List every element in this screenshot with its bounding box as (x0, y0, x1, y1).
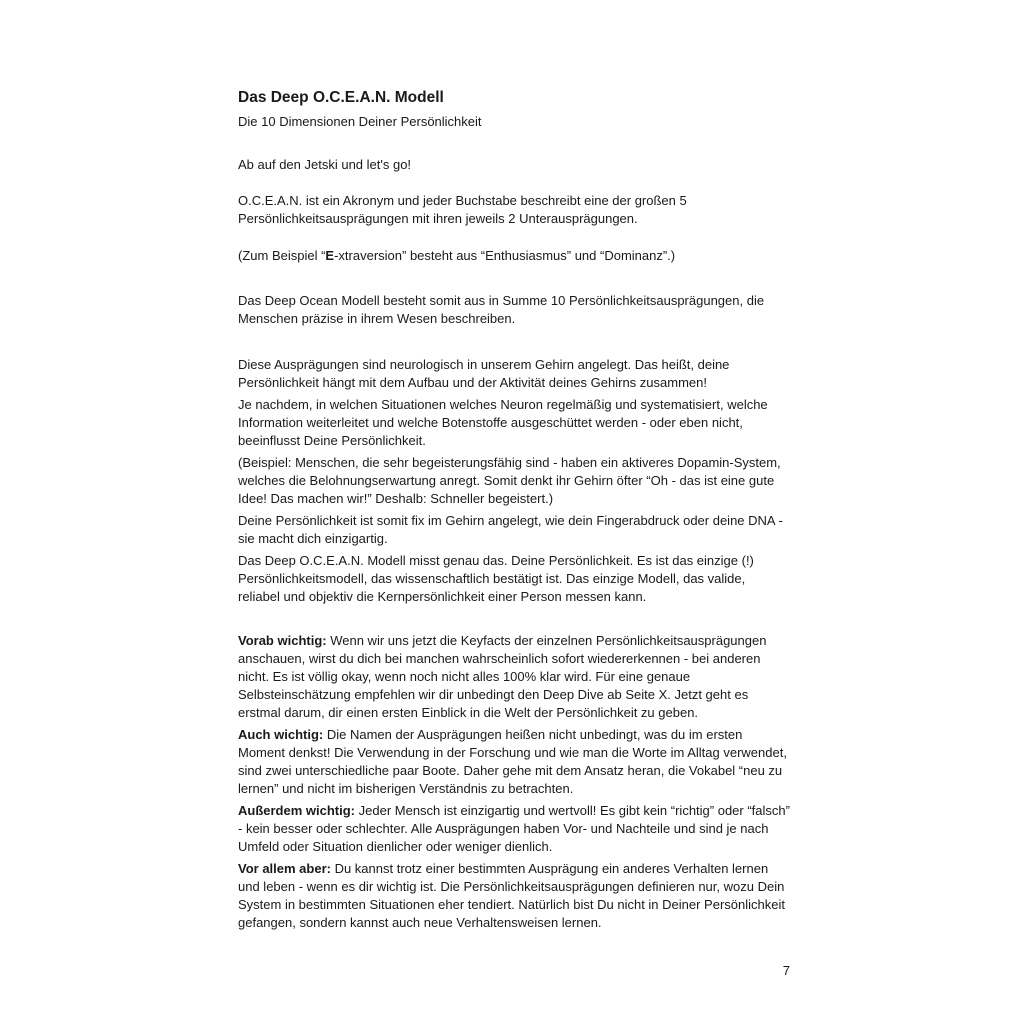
note-label: Auch wichtig: (238, 727, 324, 742)
note-paragraph (238, 632, 790, 722)
neuro-paragraph: Das Deep O.C.E.A.N. Modell misst genau das. Deine Persönlichkeit. Es ist das einzige (!) Persönlichkeitsmodell, das wissenschaftlich bestätigt ist. Das einzige Modell, das valide, reliabel und objektiv die Kernpersönlichkeit einer Person messen kann. (238, 553, 754, 604)
note-text: Wenn wir uns jetzt die Keyfacts der einzelnen Persönlichkeitsausprägungen anschauen, wirst du dich bei manchen wahrscheinlich sofort wiedererkennen - bei anderen nicht. Es ist völlig okay, wenn noch nicht alles 100% klar wird. Für eine genaue Selbsteinschätzung empfehlen wir dir unbedingt den Deep Dive ab Seite X. Jetzt geht es erstmal darum, dir einen ersten Einblick in die Welt der Persönlichkeit zu geben. (238, 633, 767, 720)
example-suffix: -xtraversion” besteht aus “Enthusiasmus” und “Dominanz”.) (334, 248, 676, 263)
neuro-paragraph: Diese Ausprägungen sind neurologisch in unserem Gehirn angelegt. Das heißt, deine Persönlichkeit hängt mit dem Aufbau und der Aktivität deines Gehirns zusammen! (238, 357, 730, 390)
note-text: Du kannst trotz einer bestimmten Ausprägung ein anderes Verhalten lernen und leben - wenn es dir wichtig ist. Die Persönlichkeitsausprägungen definieren nur, wozu Dein System in bestimmten Situationen eher tendiert. Natürlich bist Du nicht in Deiner Persönlichkeit gefangen, sondern kannst auch neue Verhaltensweisen lernen. (238, 861, 785, 930)
page-number: 7 (782, 963, 790, 978)
note-text: Die Namen der Ausprägungen heißen nicht unbedingt, was du im ersten Moment denkst! Die Verwendung in der Forschung und wie man die Worte im Alltag verwendet, sind zwei unterschiedliche paar Boote. Daher gehe mit dem Ansatz heran, die Vokabel “neu zu lernen” und nicht im bisherigen Verständnis zu betrachten. (238, 727, 787, 796)
note-label: Außerdem wichtig: (238, 803, 356, 818)
model-summary-paragraph: Das Deep Ocean Modell besteht somit aus in Summe 10 Persönlichkeitsausprägungen, die Menschen präzise in ihrem Wesen beschreiben. (238, 293, 765, 326)
neuro-paragraph: Deine Persönlichkeit ist somit fix im Gehirn angelegt, wie dein Fingerabdruck oder deine DNA - sie macht dich einzigartig. (238, 513, 783, 546)
example-paragraph (238, 247, 790, 265)
page-content (238, 88, 790, 932)
note-paragraph (238, 802, 790, 856)
page-title: Das Deep O.C.E.A.N. Modell (238, 89, 444, 106)
example-bold-letter: E (325, 248, 335, 263)
example-prefix: (Zum Beispiel “ (238, 248, 326, 263)
acronym-paragraph: O.C.E.A.N. ist ein Akronym und jeder Buchstabe beschreibt eine der großen 5 Persönlichkeitsausprägungen mit ihren jeweils 2 Unterausprägungen. (238, 193, 687, 226)
note-label: Vorab wichtig: (238, 633, 327, 648)
neuro-paragraph: (Beispiel: Menschen, die sehr begeisterungsfähig sind - haben ein aktiveres Dopamin-System, welches die Belohnungserwartung anregt. Somit denkt ihr Gehirn öfter “Oh - das ist eine gute Idee! Das machen wir!” Deshalb: Schneller begeistert.) (238, 455, 781, 506)
note-label: Vor allem aber: (238, 861, 331, 876)
note-text: Jeder Mensch ist einzigartig und wertvoll! Es gibt kein “richtig” oder “falsch” - kein besser oder schlechter. Alle Ausprägungen haben Vor- und Nachteile und sind je nach Umfeld oder Situation dienlicher oder weniger dienlich. (238, 803, 790, 854)
note-paragraph (238, 726, 790, 798)
page-subtitle: Die 10 Dimensionen Deiner Persönlichkeit (238, 114, 482, 129)
neuro-paragraph: Je nachdem, in welchen Situationen welches Neuron regelmäßig und systematisiert, welche Information weiterleitet und welche Botenstoffe ausgeschüttet werden - oder eben nicht, beeinflusst Deine Persönlichkeit. (238, 397, 768, 448)
intro-paragraph: Ab auf den Jetski und let's go! (238, 157, 412, 172)
note-paragraph (238, 860, 790, 932)
